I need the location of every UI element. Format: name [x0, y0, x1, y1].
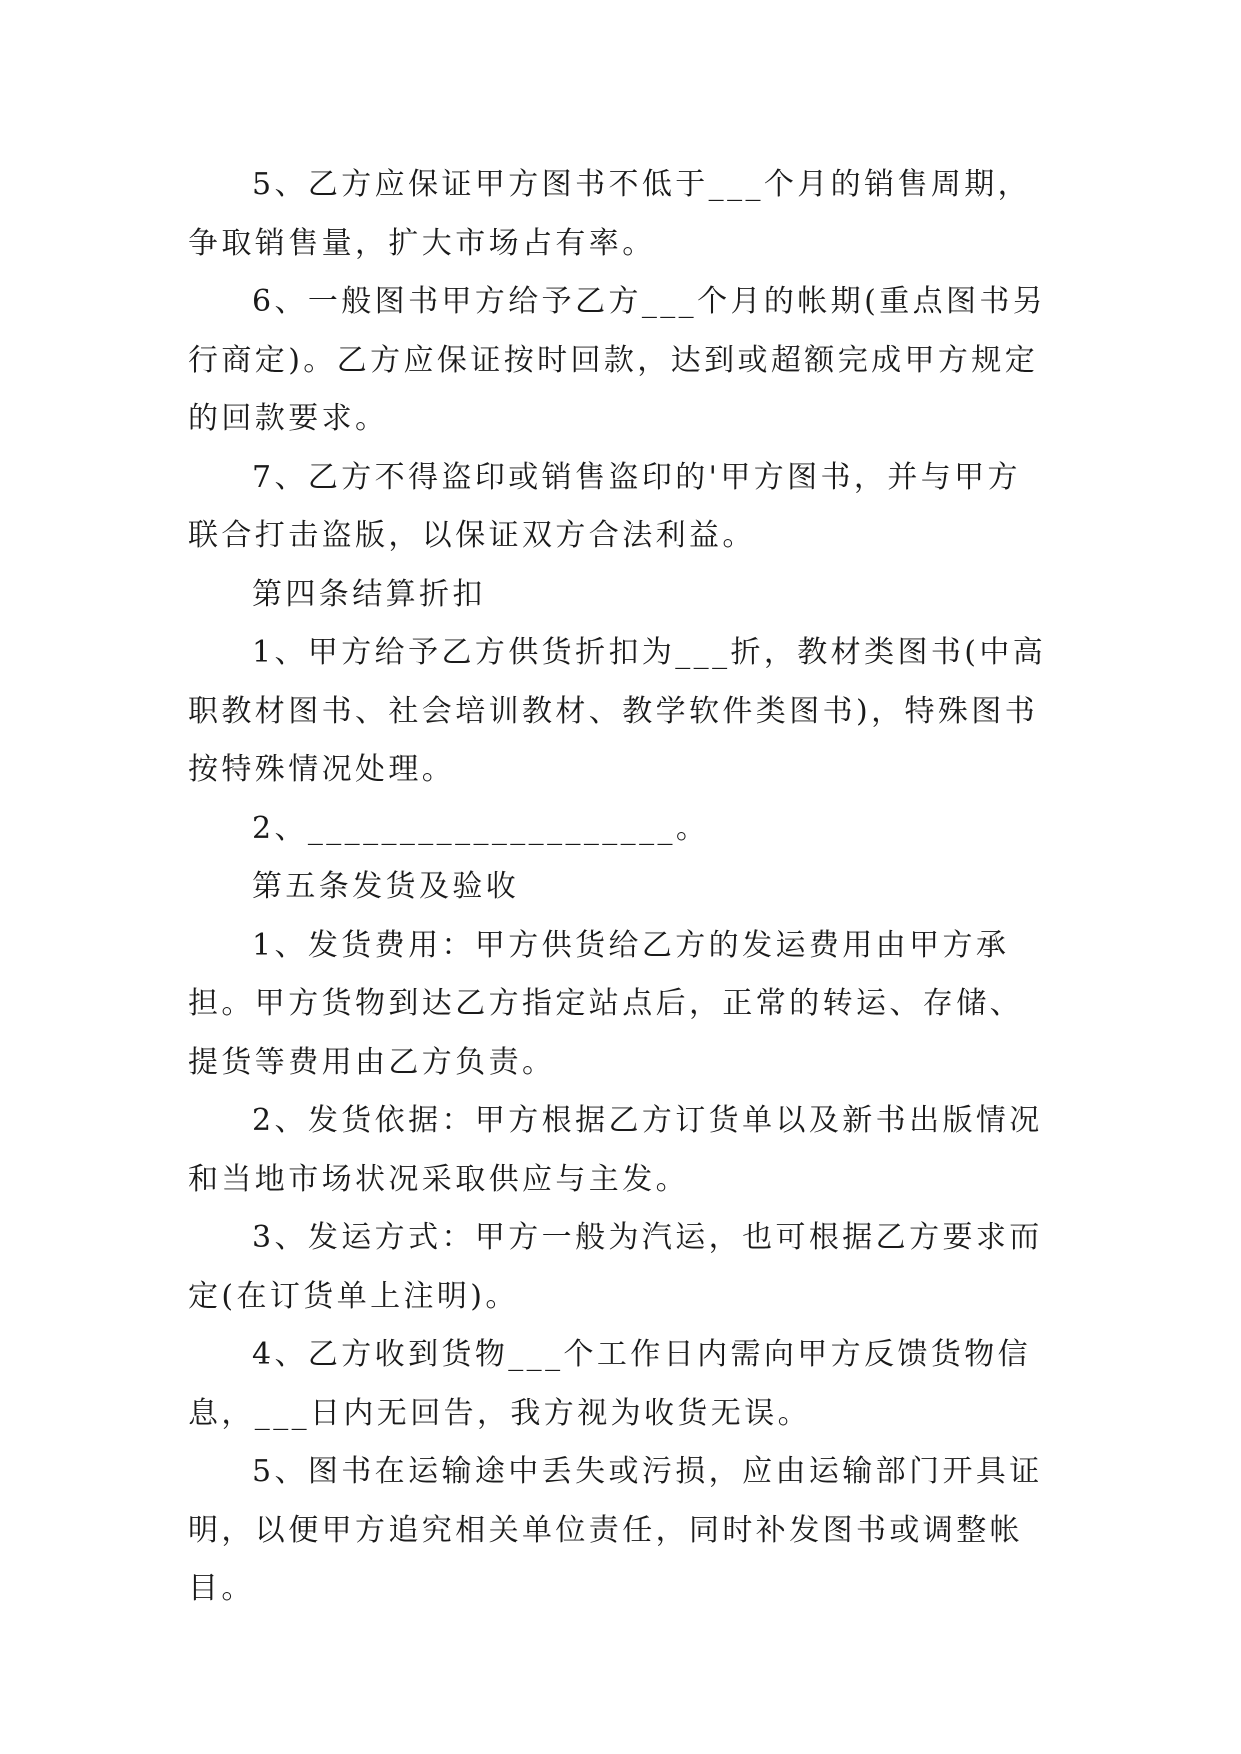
clause-5-item-1: 1、发货费用：甲方供货给乙方的发运费用由甲方承担。甲方货物到达乙方指定站点后，正常的转运、存储、提货等费用由乙方负责。	[188, 927, 1023, 1080]
clause-4-item-2: 2、____________________。	[252, 810, 710, 846]
clause-5-item-4: 4、乙方收到货物___个工作日内需向甲方反馈货物信息，___日内无回告，我方视为收货无误。	[188, 1337, 1032, 1431]
clause-4-item-1: 1、甲方给予乙方供货折扣为___折，教材类图书(中高职教材图书、社会培训教材、教学软件类图书)，特殊图书按特殊情况处理。	[188, 635, 1047, 787]
document-body	[188, 156, 1048, 1619]
clause-5-item-3: 3、发运方式：甲方一般为汽运，也可根据乙方要求而定(在订货单上注明)。	[188, 1220, 1043, 1314]
clause-5-item-5: 5、图书在运输途中丢失或污损，应由运输部门开具证明，以便甲方追究相关单位责任，同时补发图书或调整帐目。	[188, 1454, 1043, 1606]
clause-3-item-7: 7、乙方不得盗印或销售盗印的'甲方图书，并与甲方联合打击盗版，以保证双方合法利益。	[188, 459, 1021, 553]
clause-3-item-5: 5、乙方应保证甲方图书不低于___个月的销售周期，争取销售量，扩大市场占有率。	[188, 167, 1032, 261]
clause-5-item-2: 2、发货依据：甲方根据乙方订货单以及新书出版情况和当地市场状况采取供应与主发。	[188, 1103, 1043, 1197]
clause-5-heading: 第五条发货及验收	[252, 869, 520, 904]
clause-3-item-6: 6、一般图书甲方给予乙方___个月的帐期(重点图书另行商定)。乙方应保证按时回款，达到或超额完成甲方规定的回款要求。	[188, 284, 1047, 436]
clause-4-heading: 第四条结算折扣	[252, 576, 486, 612]
